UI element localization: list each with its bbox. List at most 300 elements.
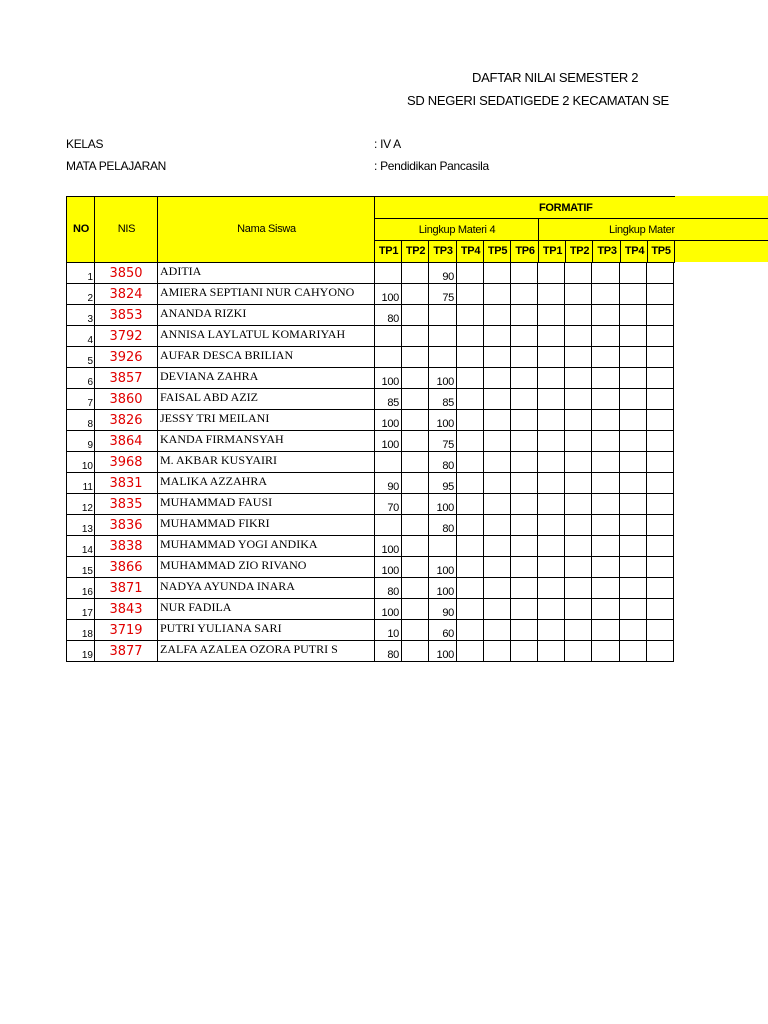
score-lm5-tp3 bbox=[592, 536, 620, 557]
score-lm4-tp2 bbox=[402, 494, 429, 515]
score-lm4-tp3: 100 bbox=[429, 557, 457, 578]
score-lm4-tp5 bbox=[484, 326, 511, 347]
lm5-tp1-header: TP1 bbox=[538, 240, 566, 263]
score-lm5-tp5 bbox=[647, 389, 674, 410]
score-lm4-tp4 bbox=[457, 515, 484, 536]
score-lm4-tp2 bbox=[402, 473, 429, 494]
score-lm5-tp2 bbox=[565, 515, 592, 536]
score-lm4-tp5 bbox=[484, 368, 511, 389]
score-lm4-tp6 bbox=[511, 473, 538, 494]
score-lm5-tp4 bbox=[620, 536, 647, 557]
score-lm4-tp6 bbox=[511, 284, 538, 305]
row-number: 12 bbox=[67, 494, 95, 515]
table-row bbox=[67, 326, 674, 347]
score-lm4-tp1 bbox=[375, 347, 402, 368]
score-lm5-tp1 bbox=[538, 347, 565, 368]
score-lm4-tp4 bbox=[457, 284, 484, 305]
score-lm5-tp5 bbox=[647, 515, 674, 536]
score-lm4-tp2 bbox=[402, 557, 429, 578]
student-nis: 3826 bbox=[95, 410, 158, 431]
score-lm4-tp3: 75 bbox=[429, 284, 457, 305]
score-lm5-tp1 bbox=[538, 599, 565, 620]
score-lm4-tp5 bbox=[484, 536, 511, 557]
score-lm4-tp2 bbox=[402, 263, 429, 284]
score-lm5-tp5 bbox=[647, 599, 674, 620]
score-lm4-tp3: 100 bbox=[429, 368, 457, 389]
score-lm5-tp2 bbox=[565, 620, 592, 641]
score-lm4-tp4 bbox=[457, 536, 484, 557]
score-lm5-tp1 bbox=[538, 284, 565, 305]
score-lm5-tp2 bbox=[565, 599, 592, 620]
score-lm4-tp4 bbox=[457, 326, 484, 347]
score-lm4-tp4 bbox=[457, 263, 484, 284]
header-lingkup-materi-4: Lingkup Materi 4 bbox=[374, 218, 539, 241]
score-lm4-tp4 bbox=[457, 368, 484, 389]
score-lm5-tp2 bbox=[565, 368, 592, 389]
score-lm5-tp5 bbox=[647, 578, 674, 599]
student-nis: 3850 bbox=[95, 263, 158, 284]
score-lm4-tp5 bbox=[484, 305, 511, 326]
score-lm5-tp3 bbox=[592, 620, 620, 641]
lm4-tp1-header: TP1 bbox=[374, 240, 402, 263]
lm5-tp5-header: TP5 bbox=[647, 240, 675, 263]
score-lm5-tp5 bbox=[647, 641, 674, 662]
student-nis: 3926 bbox=[95, 347, 158, 368]
lm5-tp3-header: TP3 bbox=[592, 240, 621, 263]
score-lm5-tp2 bbox=[565, 494, 592, 515]
mapel-value: : Pendidikan Pancasila bbox=[374, 159, 489, 173]
score-lm5-tp4 bbox=[620, 410, 647, 431]
score-lm5-tp4 bbox=[620, 515, 647, 536]
row-number: 19 bbox=[67, 641, 95, 662]
score-lm5-tp1 bbox=[538, 536, 565, 557]
score-lm5-tp3 bbox=[592, 305, 620, 326]
score-lm4-tp1: 90 bbox=[375, 473, 402, 494]
header-formatif: FORMATIF bbox=[374, 196, 768, 219]
score-lm5-tp5 bbox=[647, 536, 674, 557]
student-name: ANNISA LAYLATUL KOMARIYAH bbox=[158, 326, 375, 347]
student-name: MUHAMMAD FIKRI bbox=[158, 515, 375, 536]
score-lm4-tp1 bbox=[375, 263, 402, 284]
score-lm4-tp3 bbox=[429, 536, 457, 557]
score-lm5-tp2 bbox=[565, 473, 592, 494]
score-lm4-tp2 bbox=[402, 284, 429, 305]
score-lm4-tp5 bbox=[484, 641, 511, 662]
score-lm5-tp2 bbox=[565, 410, 592, 431]
lm4-tp4-header: TP4 bbox=[456, 240, 484, 263]
score-lm4-tp3 bbox=[429, 326, 457, 347]
score-lm5-tp2 bbox=[565, 452, 592, 473]
score-lm5-tp1 bbox=[538, 368, 565, 389]
student-name: MUHAMMAD YOGI ANDIKA bbox=[158, 536, 375, 557]
score-lm5-tp3 bbox=[592, 347, 620, 368]
student-name: MALIKA AZZAHRA bbox=[158, 473, 375, 494]
student-name: DEVIANA ZAHRA bbox=[158, 368, 375, 389]
score-lm5-tp1 bbox=[538, 578, 565, 599]
table-row bbox=[67, 263, 674, 284]
table-row bbox=[67, 578, 674, 599]
score-lm4-tp5 bbox=[484, 284, 511, 305]
score-lm4-tp2 bbox=[402, 347, 429, 368]
student-nis: 3838 bbox=[95, 536, 158, 557]
lm4-tp6-header: TP6 bbox=[510, 240, 539, 263]
score-lm5-tp1 bbox=[538, 515, 565, 536]
table-row bbox=[67, 536, 674, 557]
score-lm4-tp5 bbox=[484, 557, 511, 578]
score-lm5-tp4 bbox=[620, 368, 647, 389]
student-name: ANANDA RIZKI bbox=[158, 305, 375, 326]
score-lm5-tp4 bbox=[620, 263, 647, 284]
student-nis: 3860 bbox=[95, 389, 158, 410]
student-name: KANDA FIRMANSYAH bbox=[158, 431, 375, 452]
score-lm5-tp2 bbox=[565, 263, 592, 284]
score-lm4-tp5 bbox=[484, 578, 511, 599]
score-lm5-tp3 bbox=[592, 557, 620, 578]
row-number: 5 bbox=[67, 347, 95, 368]
score-lm4-tp4 bbox=[457, 473, 484, 494]
student-nis: 3719 bbox=[95, 620, 158, 641]
score-lm4-tp5 bbox=[484, 263, 511, 284]
score-lm5-tp3 bbox=[592, 641, 620, 662]
student-name: NADYA AYUNDA INARA bbox=[158, 578, 375, 599]
student-nis: 3877 bbox=[95, 641, 158, 662]
score-lm4-tp6 bbox=[511, 389, 538, 410]
score-lm4-tp4 bbox=[457, 347, 484, 368]
row-number: 6 bbox=[67, 368, 95, 389]
score-lm4-tp5 bbox=[484, 410, 511, 431]
score-lm4-tp6 bbox=[511, 347, 538, 368]
score-lm5-tp3 bbox=[592, 410, 620, 431]
lm4-tp3-header: TP3 bbox=[428, 240, 457, 263]
score-lm5-tp2 bbox=[565, 305, 592, 326]
score-lm4-tp1: 80 bbox=[375, 578, 402, 599]
row-number: 3 bbox=[67, 305, 95, 326]
row-number: 13 bbox=[67, 515, 95, 536]
score-lm5-tp1 bbox=[538, 473, 565, 494]
table-row bbox=[67, 515, 674, 536]
score-lm5-tp5 bbox=[647, 263, 674, 284]
score-lm4-tp3: 90 bbox=[429, 599, 457, 620]
score-lm4-tp4 bbox=[457, 389, 484, 410]
score-lm4-tp1: 100 bbox=[375, 557, 402, 578]
score-lm4-tp3: 90 bbox=[429, 263, 457, 284]
score-lm4-tp2 bbox=[402, 368, 429, 389]
score-lm5-tp2 bbox=[565, 536, 592, 557]
row-number: 11 bbox=[67, 473, 95, 494]
score-lm4-tp1: 85 bbox=[375, 389, 402, 410]
score-lm5-tp4 bbox=[620, 326, 647, 347]
score-lm4-tp6 bbox=[511, 305, 538, 326]
score-lm4-tp4 bbox=[457, 431, 484, 452]
student-name: FAISAL ABD AZIZ bbox=[158, 389, 375, 410]
score-lm4-tp3: 85 bbox=[429, 389, 457, 410]
score-lm4-tp4 bbox=[457, 599, 484, 620]
score-lm5-tp1 bbox=[538, 452, 565, 473]
score-lm5-tp2 bbox=[565, 347, 592, 368]
student-nis: 3843 bbox=[95, 599, 158, 620]
student-grade-table bbox=[66, 262, 674, 662]
score-lm5-tp3 bbox=[592, 473, 620, 494]
score-lm4-tp2 bbox=[402, 389, 429, 410]
score-lm4-tp3: 100 bbox=[429, 641, 457, 662]
score-lm5-tp5 bbox=[647, 557, 674, 578]
score-lm4-tp2 bbox=[402, 452, 429, 473]
score-lm4-tp6 bbox=[511, 620, 538, 641]
score-lm4-tp2 bbox=[402, 410, 429, 431]
row-number: 7 bbox=[67, 389, 95, 410]
score-lm5-tp3 bbox=[592, 431, 620, 452]
score-lm5-tp4 bbox=[620, 473, 647, 494]
score-lm5-tp1 bbox=[538, 263, 565, 284]
score-lm4-tp3: 75 bbox=[429, 431, 457, 452]
score-lm4-tp4 bbox=[457, 578, 484, 599]
row-number: 18 bbox=[67, 620, 95, 641]
score-lm5-tp5 bbox=[647, 494, 674, 515]
student-nis: 3824 bbox=[95, 284, 158, 305]
score-lm4-tp4 bbox=[457, 641, 484, 662]
score-lm4-tp1: 100 bbox=[375, 536, 402, 557]
score-lm4-tp6 bbox=[511, 431, 538, 452]
score-lm4-tp4 bbox=[457, 620, 484, 641]
score-lm4-tp1: 100 bbox=[375, 410, 402, 431]
score-lm4-tp5 bbox=[484, 515, 511, 536]
table-row bbox=[67, 410, 674, 431]
table-row bbox=[67, 620, 674, 641]
score-lm4-tp6 bbox=[511, 494, 538, 515]
student-name: ADITIA bbox=[158, 263, 375, 284]
score-lm5-tp5 bbox=[647, 326, 674, 347]
score-lm5-tp4 bbox=[620, 347, 647, 368]
score-lm4-tp1: 100 bbox=[375, 599, 402, 620]
score-lm5-tp2 bbox=[565, 326, 592, 347]
score-lm5-tp2 bbox=[565, 389, 592, 410]
score-lm4-tp2 bbox=[402, 515, 429, 536]
score-lm4-tp3: 80 bbox=[429, 515, 457, 536]
student-name: NUR FADILA bbox=[158, 599, 375, 620]
score-lm4-tp3 bbox=[429, 347, 457, 368]
score-lm4-tp2 bbox=[402, 326, 429, 347]
score-lm5-tp3 bbox=[592, 368, 620, 389]
row-number: 17 bbox=[67, 599, 95, 620]
score-lm4-tp1: 100 bbox=[375, 368, 402, 389]
score-lm4-tp2 bbox=[402, 431, 429, 452]
score-lm4-tp5 bbox=[484, 389, 511, 410]
score-lm4-tp1 bbox=[375, 326, 402, 347]
student-nis: 3866 bbox=[95, 557, 158, 578]
lm4-tp2-header: TP2 bbox=[401, 240, 429, 263]
score-lm5-tp5 bbox=[647, 368, 674, 389]
score-lm4-tp3: 100 bbox=[429, 494, 457, 515]
score-lm4-tp6 bbox=[511, 452, 538, 473]
score-lm4-tp5 bbox=[484, 599, 511, 620]
score-lm5-tp4 bbox=[620, 389, 647, 410]
student-nis: 3836 bbox=[95, 515, 158, 536]
score-lm5-tp3 bbox=[592, 326, 620, 347]
score-lm5-tp1 bbox=[538, 305, 565, 326]
table-row bbox=[67, 368, 674, 389]
score-lm4-tp5 bbox=[484, 347, 511, 368]
score-lm4-tp3: 100 bbox=[429, 578, 457, 599]
header-no: NO bbox=[66, 196, 95, 263]
row-number: 8 bbox=[67, 410, 95, 431]
table-row bbox=[67, 347, 674, 368]
score-lm5-tp1 bbox=[538, 410, 565, 431]
document-title: DAFTAR NILAI SEMESTER 2 bbox=[472, 70, 639, 85]
score-lm5-tp5 bbox=[647, 347, 674, 368]
table-row bbox=[67, 431, 674, 452]
score-lm5-tp5 bbox=[647, 431, 674, 452]
score-lm4-tp6 bbox=[511, 410, 538, 431]
score-lm4-tp6 bbox=[511, 557, 538, 578]
table-row bbox=[67, 452, 674, 473]
score-lm5-tp4 bbox=[620, 620, 647, 641]
row-number: 14 bbox=[67, 536, 95, 557]
row-number: 16 bbox=[67, 578, 95, 599]
score-lm4-tp6 bbox=[511, 368, 538, 389]
score-lm5-tp4 bbox=[620, 557, 647, 578]
score-lm5-tp5 bbox=[647, 305, 674, 326]
score-lm4-tp1 bbox=[375, 515, 402, 536]
score-lm5-tp5 bbox=[647, 452, 674, 473]
score-lm4-tp2 bbox=[402, 578, 429, 599]
score-lm4-tp5 bbox=[484, 473, 511, 494]
score-lm5-tp2 bbox=[565, 284, 592, 305]
score-lm4-tp2 bbox=[402, 536, 429, 557]
student-nis: 3792 bbox=[95, 326, 158, 347]
kelas-value: : IV A bbox=[374, 137, 401, 151]
score-lm5-tp2 bbox=[565, 641, 592, 662]
score-lm4-tp5 bbox=[484, 431, 511, 452]
score-lm4-tp2 bbox=[402, 305, 429, 326]
score-lm4-tp2 bbox=[402, 620, 429, 641]
score-lm5-tp1 bbox=[538, 641, 565, 662]
lm5-tp4-header: TP4 bbox=[620, 240, 648, 263]
score-lm5-tp3 bbox=[592, 389, 620, 410]
mapel-label: MATA PELAJARAN bbox=[66, 159, 167, 173]
score-lm5-tp3 bbox=[592, 599, 620, 620]
row-number: 15 bbox=[67, 557, 95, 578]
student-nis: 3831 bbox=[95, 473, 158, 494]
score-lm5-tp1 bbox=[538, 494, 565, 515]
score-lm4-tp3: 100 bbox=[429, 410, 457, 431]
score-lm4-tp3: 80 bbox=[429, 452, 457, 473]
score-lm4-tp4 bbox=[457, 410, 484, 431]
score-lm4-tp1 bbox=[375, 452, 402, 473]
score-lm4-tp1: 80 bbox=[375, 641, 402, 662]
row-number: 4 bbox=[67, 326, 95, 347]
score-lm4-tp1: 70 bbox=[375, 494, 402, 515]
score-lm5-tp3 bbox=[592, 452, 620, 473]
header-nama-siswa: Nama Siswa bbox=[157, 196, 375, 263]
student-name: MUHAMMAD FAUSI bbox=[158, 494, 375, 515]
table-row bbox=[67, 599, 674, 620]
score-lm5-tp4 bbox=[620, 284, 647, 305]
header-lingkup-materi-next: Lingkup Mater bbox=[538, 218, 768, 241]
score-lm5-tp3 bbox=[592, 578, 620, 599]
score-lm5-tp3 bbox=[592, 515, 620, 536]
table-row bbox=[67, 305, 674, 326]
score-lm4-tp6 bbox=[511, 326, 538, 347]
score-lm5-tp2 bbox=[565, 557, 592, 578]
score-lm4-tp4 bbox=[457, 452, 484, 473]
score-lm4-tp6 bbox=[511, 641, 538, 662]
score-lm5-tp4 bbox=[620, 641, 647, 662]
score-lm5-tp1 bbox=[538, 326, 565, 347]
student-name: AMIERA SEPTIANI NUR CAHYONO bbox=[158, 284, 375, 305]
score-lm5-tp5 bbox=[647, 473, 674, 494]
student-name: PUTRI YULIANA SARI bbox=[158, 620, 375, 641]
score-lm5-tp5 bbox=[647, 284, 674, 305]
score-lm4-tp5 bbox=[484, 494, 511, 515]
lm4-tp5-header: TP5 bbox=[483, 240, 511, 263]
score-lm4-tp6 bbox=[511, 578, 538, 599]
table-row bbox=[67, 494, 674, 515]
score-lm5-tp4 bbox=[620, 452, 647, 473]
score-lm4-tp5 bbox=[484, 620, 511, 641]
score-lm5-tp2 bbox=[565, 431, 592, 452]
score-lm5-tp4 bbox=[620, 305, 647, 326]
score-lm4-tp6 bbox=[511, 515, 538, 536]
score-lm4-tp3 bbox=[429, 305, 457, 326]
table-row bbox=[67, 284, 674, 305]
score-lm4-tp3: 60 bbox=[429, 620, 457, 641]
score-lm5-tp1 bbox=[538, 620, 565, 641]
table-row bbox=[67, 557, 674, 578]
score-lm5-tp2 bbox=[565, 578, 592, 599]
school-name: SD NEGERI SEDATIGEDE 2 KECAMATAN SE bbox=[407, 93, 669, 108]
score-lm5-tp1 bbox=[538, 557, 565, 578]
score-lm5-tp1 bbox=[538, 389, 565, 410]
header-nis: NIS bbox=[94, 196, 158, 263]
score-lm5-tp5 bbox=[647, 620, 674, 641]
score-lm4-tp3: 95 bbox=[429, 473, 457, 494]
student-name: AUFAR DESCA BRILIAN bbox=[158, 347, 375, 368]
score-lm4-tp6 bbox=[511, 536, 538, 557]
row-number: 1 bbox=[67, 263, 95, 284]
row-number: 10 bbox=[67, 452, 95, 473]
score-lm4-tp2 bbox=[402, 641, 429, 662]
student-nis: 3853 bbox=[95, 305, 158, 326]
kelas-label: KELAS bbox=[66, 137, 104, 151]
score-lm4-tp2 bbox=[402, 599, 429, 620]
table-row bbox=[67, 473, 674, 494]
row-number: 2 bbox=[67, 284, 95, 305]
student-name: MUHAMMAD ZIO RIVANO bbox=[158, 557, 375, 578]
score-lm5-tp3 bbox=[592, 284, 620, 305]
score-lm5-tp4 bbox=[620, 431, 647, 452]
score-lm5-tp3 bbox=[592, 494, 620, 515]
score-lm4-tp6 bbox=[511, 599, 538, 620]
score-lm4-tp1: 100 bbox=[375, 431, 402, 452]
score-lm4-tp1: 10 bbox=[375, 620, 402, 641]
score-lm5-tp4 bbox=[620, 578, 647, 599]
score-lm4-tp4 bbox=[457, 557, 484, 578]
student-name: ZALFA AZALEA OZORA PUTRI S bbox=[158, 641, 375, 662]
table-row bbox=[67, 389, 674, 410]
student-nis: 3864 bbox=[95, 431, 158, 452]
student-name: JESSY TRI MEILANI bbox=[158, 410, 375, 431]
student-name: M. AKBAR KUSYAIRI bbox=[158, 452, 375, 473]
lm5-tp2-header: TP2 bbox=[565, 240, 593, 263]
score-lm4-tp6 bbox=[511, 263, 538, 284]
score-lm4-tp1: 100 bbox=[375, 284, 402, 305]
score-lm5-tp4 bbox=[620, 599, 647, 620]
student-nis: 3968 bbox=[95, 452, 158, 473]
score-lm4-tp1: 80 bbox=[375, 305, 402, 326]
score-lm5-tp1 bbox=[538, 431, 565, 452]
row-number: 9 bbox=[67, 431, 95, 452]
score-lm4-tp4 bbox=[457, 305, 484, 326]
